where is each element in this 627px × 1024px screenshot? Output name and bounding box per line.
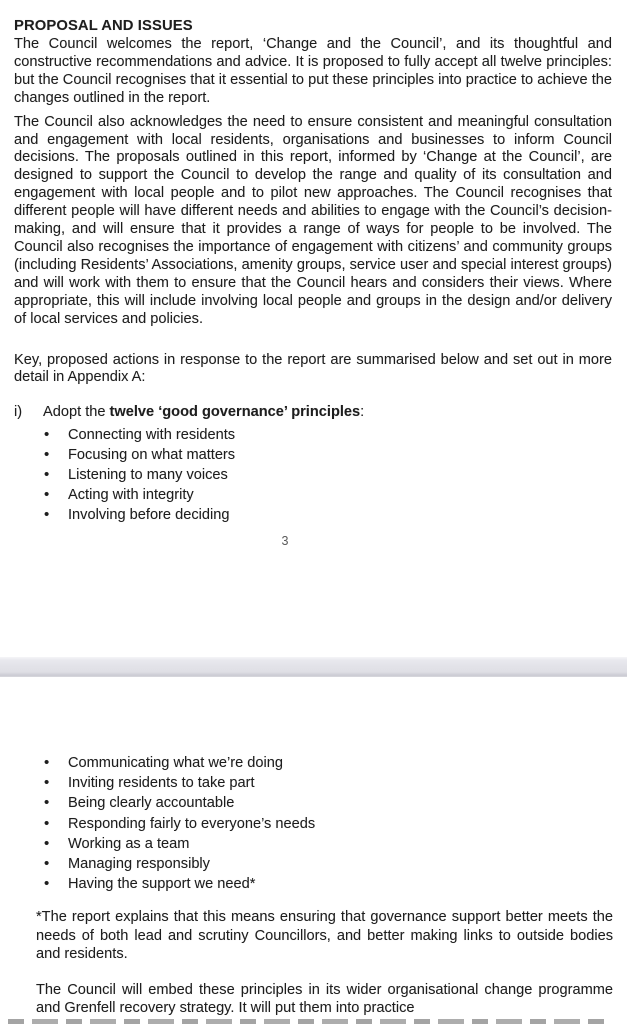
page-break-divider (0, 657, 627, 677)
bullet-item: • Involving before deciding (44, 505, 612, 525)
bullet-item: • Listening to many voices (44, 465, 612, 485)
paragraph-key-actions: Key, proposed actions in response to the report are summarised below and set out in more detail in Appendix A: (14, 351, 612, 386)
principles-list-part1 (14, 425, 612, 525)
bullet-item: • Having the support we need* (44, 874, 613, 894)
bullet-item: • Responding fairly to everyone’s needs (44, 814, 613, 834)
document-page-4 (0, 677, 627, 1024)
page-number: 3 (281, 534, 289, 549)
numbered-item-i (14, 403, 612, 422)
bullet-item: • Inviting residents to take part (44, 773, 613, 793)
list-intro-suffix: : (360, 404, 365, 421)
paragraph-welcome-report: The Council welcomes the report, ‘Change and the Council’, and its thoughtful and constructive recommendations and advice. It is proposed to fully accept all twelve principles: but the Council recognises that it essential to put these principles into practice to achieve the changes outlined in the report. (14, 36, 612, 106)
bullet-item: • Being clearly accountable (44, 793, 613, 813)
principles-list-part2 (44, 753, 613, 894)
footnote-paragraph: *The report explains that this means ensuring that governance support better meets the needs of both lead and scrutiny Councillors, and better making links to outside bodies and residents. (36, 909, 613, 963)
paragraph-consultation-engagement: The Council also acknowledges the need to ensure consistent and meaningful consultation and engagement with local residents, organisations and businesses to inform Council decisions. The proposals outlined in this report, informed by ‘Change at the Council’, are designed to support the Council to develop the range and quality of its consultation and engagement with local people and to pilot new approaches. The Council recognises that different people will have different needs and abilities to engage with the Council’s decision-making, and will ensure that it provides a range of ways for people to be involved. The Council also recognises the importance of engagement with citizens’ and community groups (including Residents’ Associations, amenity groups, service user and special interest groups) and will work with them to ensure that the Council hears and considers their views. Where appropriate, this will include involving local people and groups in the design and/or delivery of local services and policies. (14, 113, 612, 327)
list-intro (43, 403, 364, 422)
bullet-item: • Acting with integrity (44, 485, 612, 505)
section-heading: PROPOSAL AND ISSUES (14, 18, 193, 34)
paragraph-embed-principles: The Council will embed these principles in its wider organisational change programme and Grenfell recovery strategy. It will put them into practice (36, 981, 613, 1017)
list-marker-i: i) (14, 404, 23, 421)
bullet-item: • Managing responsibly (44, 854, 613, 874)
list-intro-bold: twelve ‘good governance’ principles (109, 404, 361, 421)
bullet-item: • Connecting with residents (44, 425, 612, 445)
bullet-item: • Communicating what we’re doing (44, 753, 613, 773)
bullet-item: • Focusing on what matters (44, 445, 612, 465)
list-intro-prefix: Adopt the (43, 404, 110, 421)
cutoff-text-remnant (8, 1019, 604, 1024)
bullet-item: • Working as a team (44, 834, 613, 854)
